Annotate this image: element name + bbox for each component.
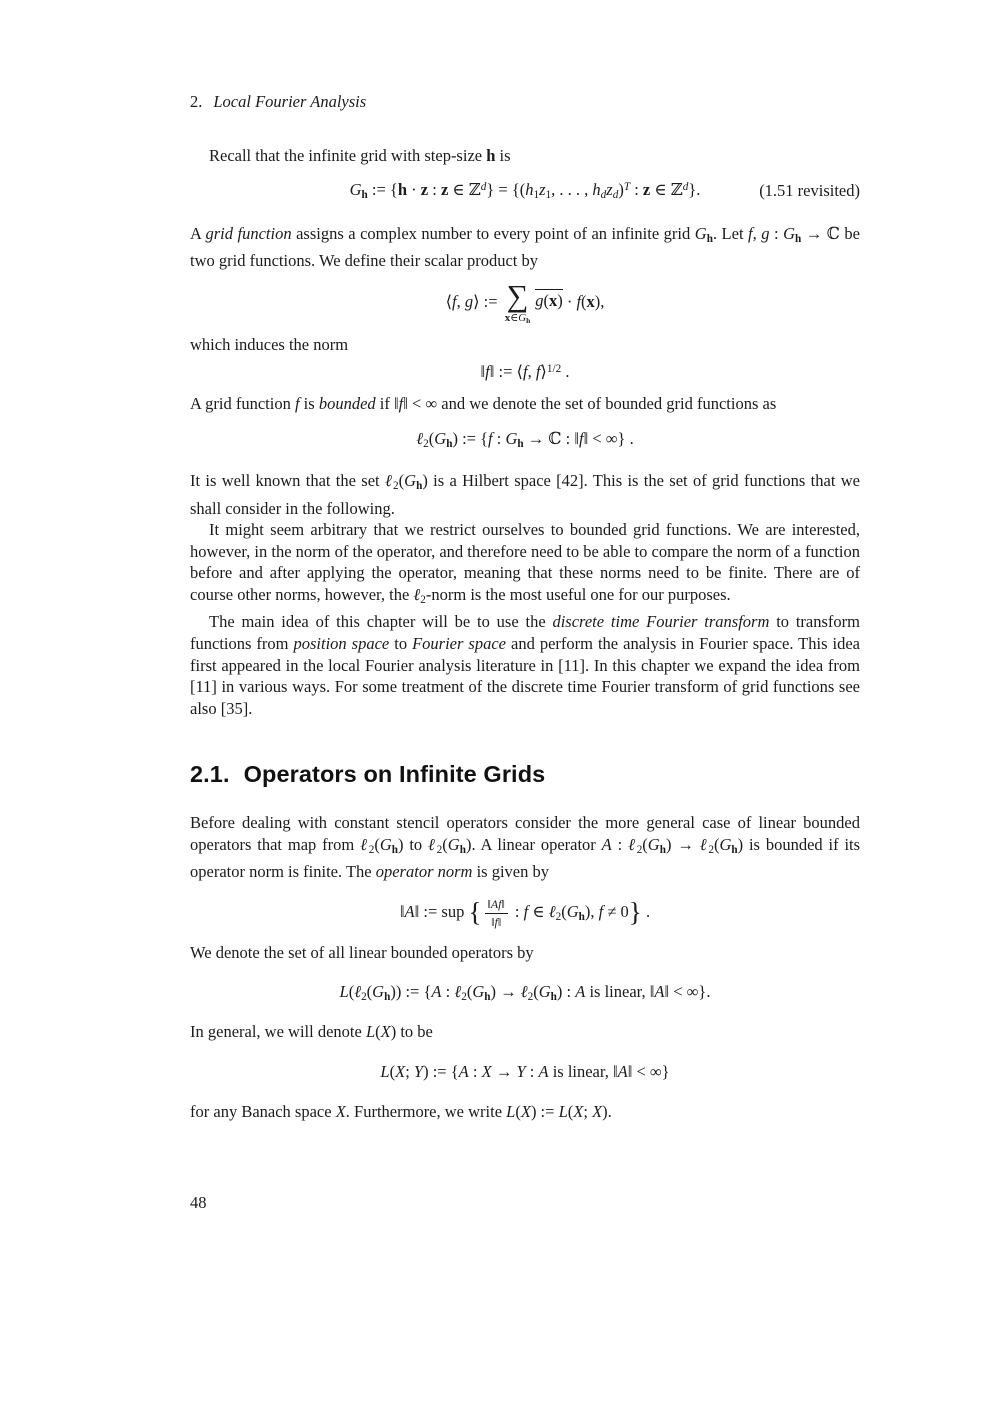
section-title: Operators on Infinite Grids [243, 761, 546, 788]
equation-l2-space: ℓ2(Gh) := {f : Gh → ℂ : ‖f‖ < ∞} . [416, 429, 634, 451]
equation-label: (1.51 revisited) [759, 180, 860, 200]
paragraph-which-induces: which induces the norm [190, 334, 349, 354]
paragraph-bounded: A grid function f is bounded if ‖f‖ < ∞ and we denote the set of bounded grid functions as [190, 393, 777, 413]
equation-body: Gh := {h · z : z ∈ ℤ$^d$} = {(h1z1, . . . , hdzd)$^T$ : z ∈ ℤ$^d$}. [349, 179, 701, 201]
section-heading [190, 761, 860, 788]
equation-scalar-product: ⟨f, g⟩ := ∑ x∈Gh g(x) · f(x), [445, 278, 605, 325]
chapter-number: 2. [190, 92, 203, 111]
equation-LXY: L(X; Y) := {A : X → Y : A is linear, ‖A‖ < ∞} [380, 1061, 670, 1081]
text-column [190, 0, 860, 1123]
paragraph-banach: for any Banach space X. Furthermore, we write L(X) := L(X; X). [190, 1101, 612, 1121]
paragraph-arbitrary: It might seem arbitrary that we restrict ourselves to bounded grid functions. We are interested, however, in the norm of the operator, and therefore need to be able to compare the norm of a function before and after applying the operator, meaning that these norms need to be finite. There are of course other norms, however, the ℓ2-norm is the most useful one for our purposes. [190, 520, 860, 606]
running-head [190, 92, 860, 112]
page-number: 48 [190, 1193, 207, 1212]
paragraph-in-general: In general, we will denote L(X) to be [190, 1022, 433, 1042]
equation-operator-norm: ‖A‖ := sup { $\frac{‖Af‖}{‖f‖}$ : f ∈ ℓ2(Gh), f ≠ 0} . [399, 896, 651, 929]
paragraph-grid-function: A grid function assigns a complex number to every point of an infinite grid Gh. Let f, g : Gh → ℂ be two grid functions. We define their scalar product by [190, 223, 860, 270]
section-number: 2.1. [190, 761, 230, 788]
paragraph-we-denote: We denote the set of all linear bounded operators by [190, 942, 534, 962]
paragraph-main-idea: The main idea of this chapter will be to use the discrete time Fourier transform to transform functions from position space to Fourier space and perform the analysis in Fourier space. This idea first appeared in the local Fourier analysis literature in [11]. In this chapter we expand the idea from [11] in various ways. For some treatment of the discrete time Fourier transform of grid functions see also [35]. [190, 612, 860, 718]
equation-grid-definition [190, 179, 860, 203]
paragraph-recall: Recall that the infinite grid with step-size h is [209, 146, 511, 165]
paragraph-before-dealing: Before dealing with constant stencil operators consider the more general case of linear bounded operators that map from ℓ2(Gh) to ℓ2(Gh). A linear operator A : ℓ2(Gh) → ℓ2(Gh) is bounded if its operator norm is finite. The operator norm is given by [190, 813, 861, 882]
chapter-title: Local Fourier Analysis [213, 92, 367, 111]
equation-bounded-operators-set: L(ℓ2(Gh)) := {A : ℓ2(Gh) → ℓ2(Gh) : A is linear, ‖A‖ < ∞}. [339, 982, 711, 1003]
equation-norm: ‖f‖ := ⟨f, f⟩$^{1/2}$ . [480, 362, 570, 382]
paragraph-hilbert: It is well known that the set ℓ2(Gh) is a Hilbert space [42]. This is the set of grid functions that we shall consider in the following. [190, 471, 860, 518]
